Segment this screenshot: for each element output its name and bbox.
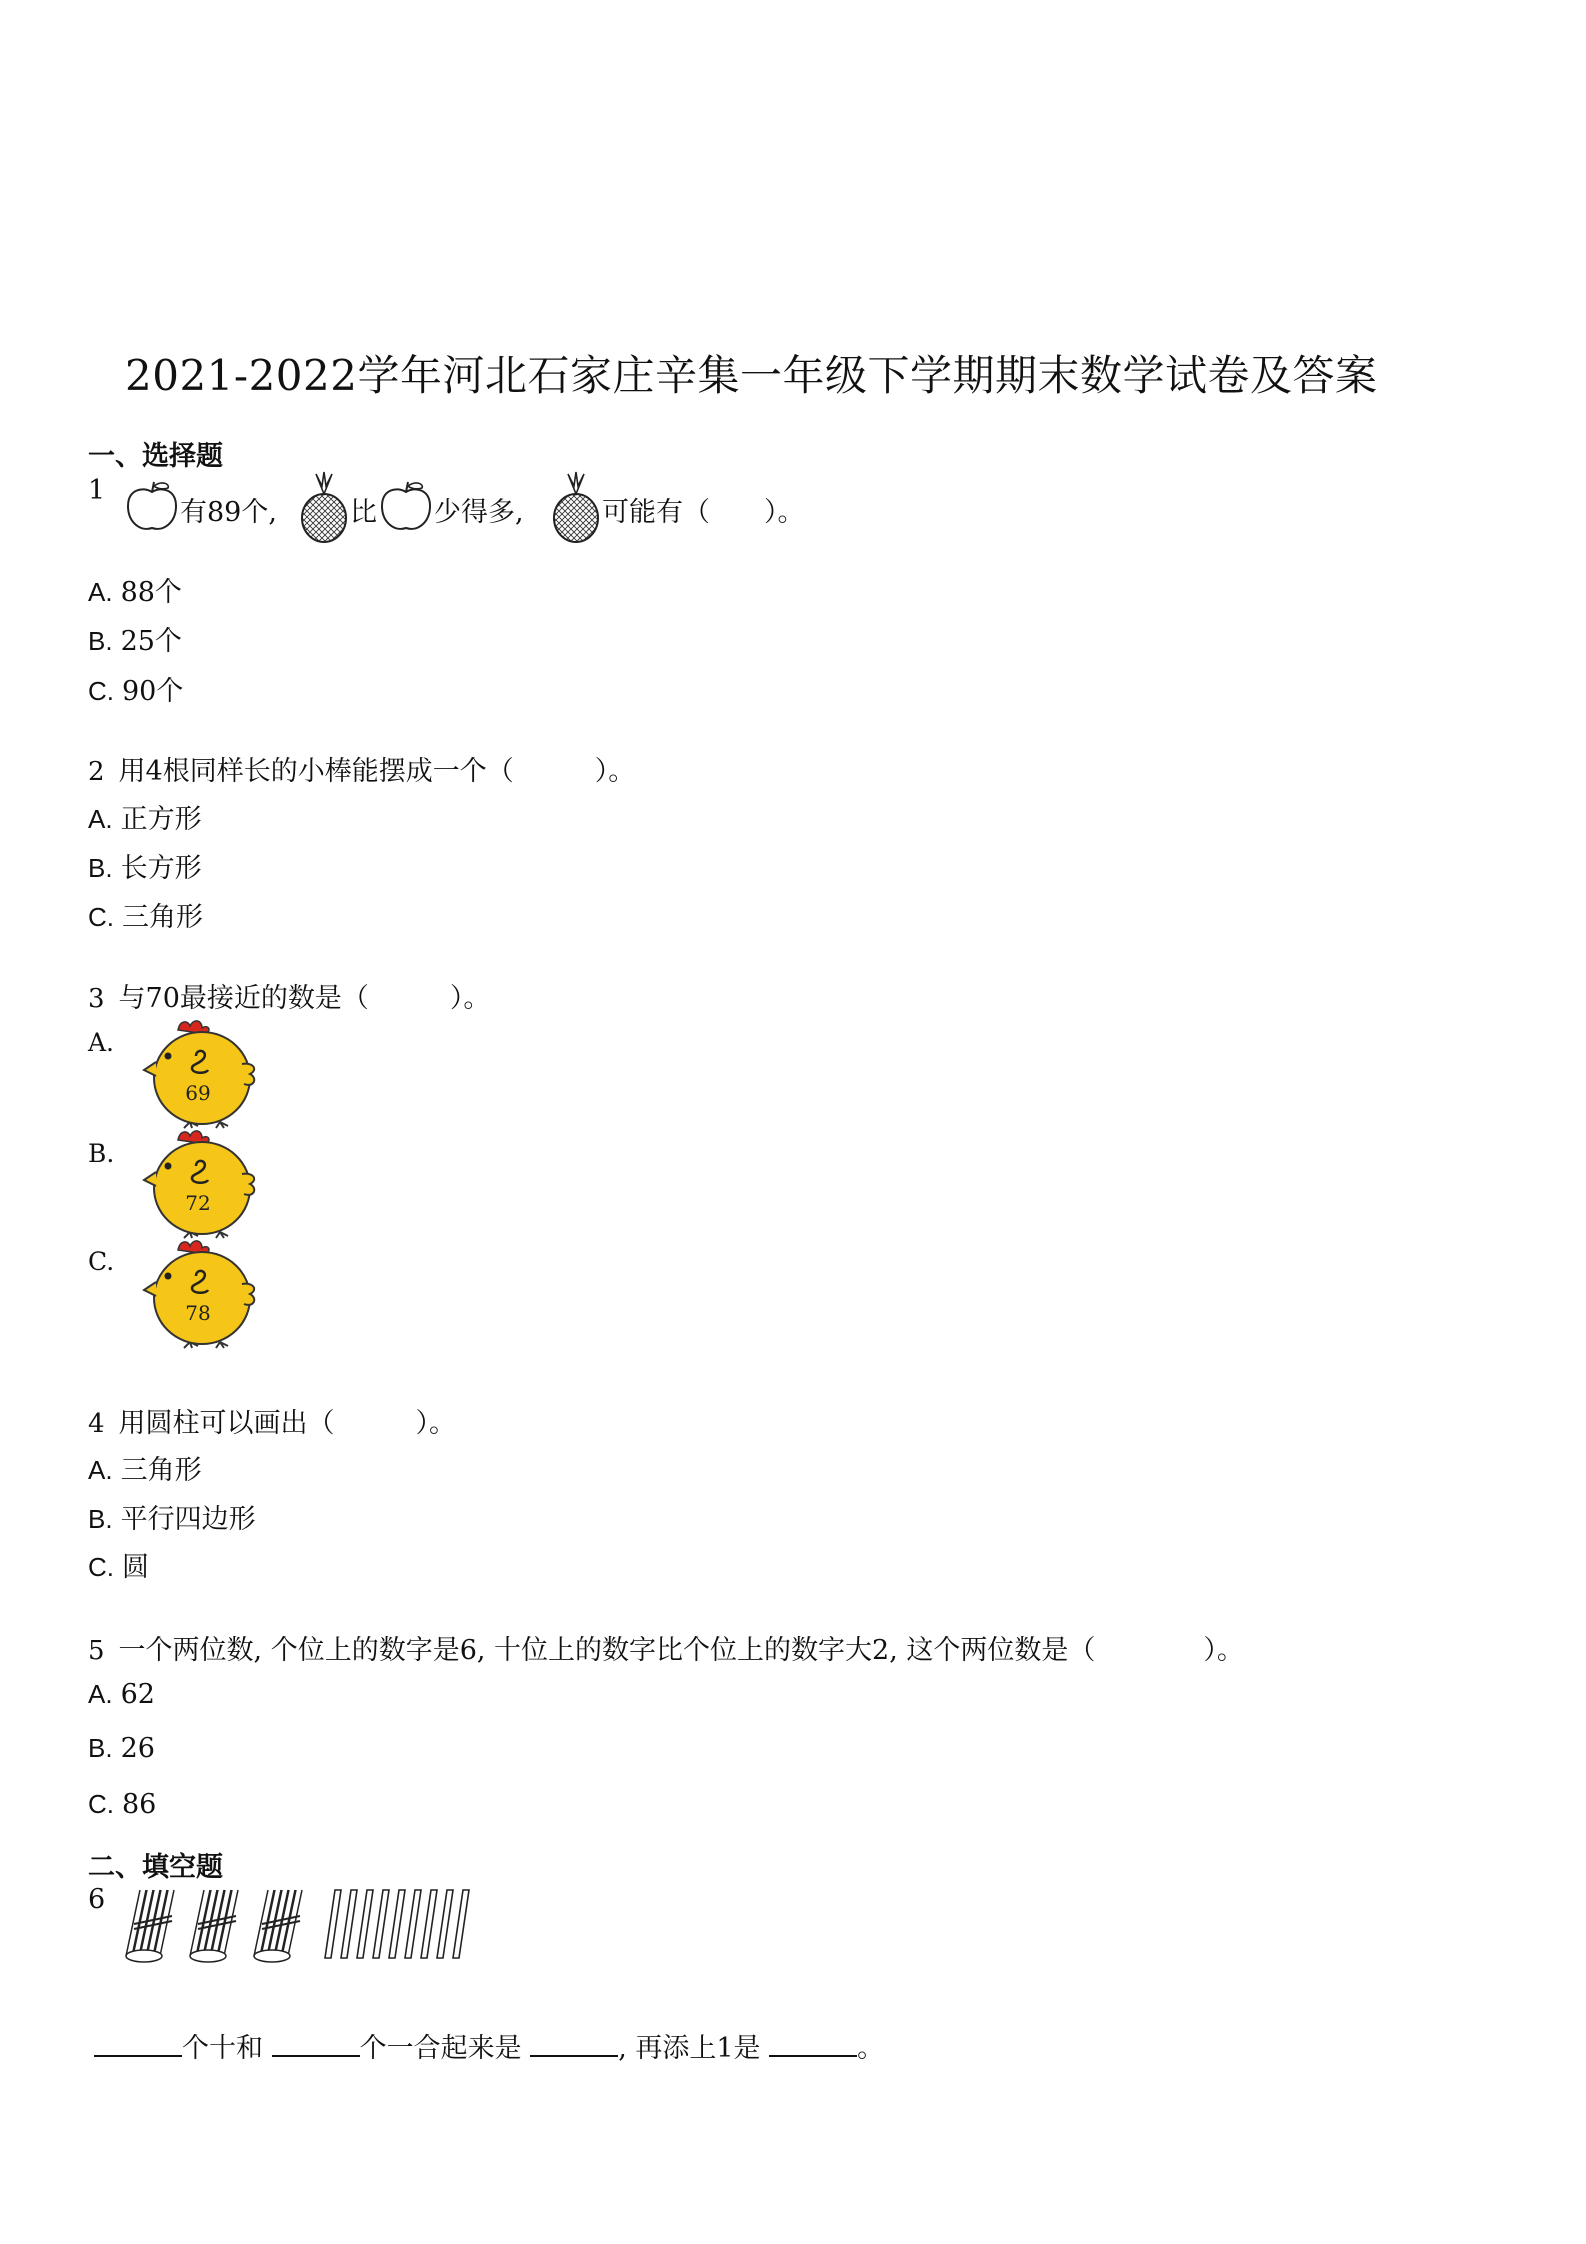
- option-a[interactable]: [88, 797, 202, 836]
- stick-bundle: [254, 1890, 302, 1962]
- page-title: 2021-2022学年河北石家庄辛集一年级下学期期末数学试卷及答案: [125, 351, 1378, 400]
- chick-body: [154, 1142, 250, 1234]
- single-stick: [373, 1890, 389, 1958]
- option-label: A.: [88, 1455, 113, 1485]
- q1-text-part4: 可能有（ ）。: [602, 497, 805, 528]
- option-text: 平行四边形: [120, 1504, 256, 1535]
- option-c-label[interactable]: C.: [88, 1247, 115, 1276]
- q1-text-part1: 有89个,: [180, 497, 277, 528]
- option-text: 25个: [120, 626, 182, 657]
- answer-blank-4[interactable]: [769, 2033, 857, 2057]
- option-c[interactable]: [88, 669, 183, 708]
- option-c[interactable]: [88, 1789, 156, 1820]
- option-label: B.: [88, 853, 113, 883]
- fill-in-sentence: [94, 2026, 884, 2065]
- question-body: 一个两位数, 个位上的数字是6, 十位上的数字比个位上的数字大2, 这个两位数是（ ）。: [118, 1635, 1244, 1666]
- single-stick: [421, 1890, 437, 1958]
- single-stick: [389, 1890, 405, 1958]
- single-stick: [341, 1890, 357, 1958]
- sentence-part3: , 再添上1是: [618, 2033, 761, 2064]
- question-body: 用4根同样长的小棒能摆成一个（ ）。: [118, 756, 636, 787]
- option-label: A.: [88, 1679, 113, 1709]
- apple-icon: [124, 478, 180, 534]
- chick-icon-78[interactable]: [140, 1238, 260, 1348]
- chick-number: 72: [185, 1191, 211, 1215]
- question-number: 2: [88, 757, 105, 787]
- q1-text-part2: 比: [350, 497, 377, 528]
- question-number: 6: [88, 1884, 106, 1915]
- chick-number: 78: [185, 1301, 211, 1325]
- answer-blank-2[interactable]: [272, 2033, 360, 2057]
- option-a-label[interactable]: A.: [88, 1028, 115, 1057]
- apple-icon-2: [378, 478, 434, 534]
- question-text: [88, 1401, 456, 1440]
- pineapple-icon: [298, 472, 350, 544]
- question-number: 1: [88, 475, 106, 506]
- option-text: 86: [122, 1789, 157, 1820]
- question-body: 用圆柱可以画出（ ）。: [118, 1408, 457, 1439]
- option-label: A.: [88, 577, 113, 607]
- stick-bundle: [126, 1890, 174, 1962]
- option-text: 三角形: [122, 902, 203, 933]
- option-text: 90个: [122, 676, 184, 707]
- option-text: 正方形: [120, 804, 202, 835]
- q1-text-part3: 少得多,: [434, 497, 524, 528]
- option-label: C.: [88, 1789, 114, 1819]
- option-b[interactable]: [88, 1733, 155, 1764]
- question-text: [88, 1628, 1244, 1667]
- option-text: 三角形: [120, 1455, 202, 1486]
- option-label: B.: [88, 626, 113, 656]
- sentence-part2: 个一合起来是: [359, 2033, 522, 2064]
- option-a[interactable]: [88, 570, 182, 609]
- option-text: 长方形: [120, 853, 202, 884]
- option-label: B.: [88, 1733, 113, 1763]
- single-stick: [325, 1890, 341, 1958]
- option-c[interactable]: [88, 1545, 149, 1584]
- option-c[interactable]: [88, 895, 203, 934]
- single-stick: [357, 1890, 373, 1958]
- single-stick: [405, 1890, 421, 1958]
- answer-blank-3[interactable]: [530, 2033, 618, 2057]
- counting-sticks-figure: [120, 1886, 520, 1966]
- option-label: A.: [88, 804, 113, 834]
- option-label: B.: [88, 1504, 113, 1534]
- question-text: [88, 749, 635, 788]
- option-text: 26: [120, 1733, 155, 1764]
- chick-icon-69[interactable]: [140, 1018, 260, 1128]
- chick-beak: [144, 1282, 156, 1296]
- option-b[interactable]: [88, 846, 202, 885]
- sentence-part1: 个十和: [182, 2033, 263, 2064]
- chick-number: 69: [185, 1081, 211, 1105]
- chick-icon-72[interactable]: [140, 1128, 260, 1238]
- option-text: 62: [120, 1679, 155, 1710]
- option-a[interactable]: [88, 1448, 202, 1487]
- question-number: 3: [88, 984, 105, 1014]
- option-b[interactable]: [88, 1497, 256, 1536]
- option-text: 88个: [120, 577, 182, 608]
- question-number: 5: [88, 1636, 105, 1666]
- chick-beak: [144, 1172, 156, 1186]
- sentence-part4: 。: [857, 2033, 885, 2064]
- section-heading-choice: 一、选择题: [88, 441, 223, 472]
- single-stick: [453, 1890, 469, 1958]
- single-stick: [437, 1890, 453, 1958]
- chick-beak: [144, 1062, 156, 1076]
- question-body: 与70最接近的数是（ ）。: [118, 983, 491, 1014]
- pineapple-icon-2: [550, 472, 602, 544]
- question-text: [88, 976, 490, 1015]
- chick-body: [154, 1032, 250, 1124]
- answer-blank-1[interactable]: [94, 2033, 182, 2057]
- section-heading-fill: 二、填空题: [88, 1852, 223, 1883]
- question-number: 4: [88, 1409, 105, 1439]
- stick-bundle: [190, 1890, 238, 1962]
- option-b-label[interactable]: B.: [88, 1139, 115, 1168]
- option-b[interactable]: [88, 619, 182, 658]
- option-label: C.: [88, 902, 114, 932]
- option-label: C.: [88, 676, 114, 706]
- chick-body: [154, 1252, 250, 1344]
- option-text: 圆: [122, 1552, 149, 1583]
- option-a[interactable]: [88, 1679, 155, 1710]
- option-label: C.: [88, 1552, 114, 1582]
